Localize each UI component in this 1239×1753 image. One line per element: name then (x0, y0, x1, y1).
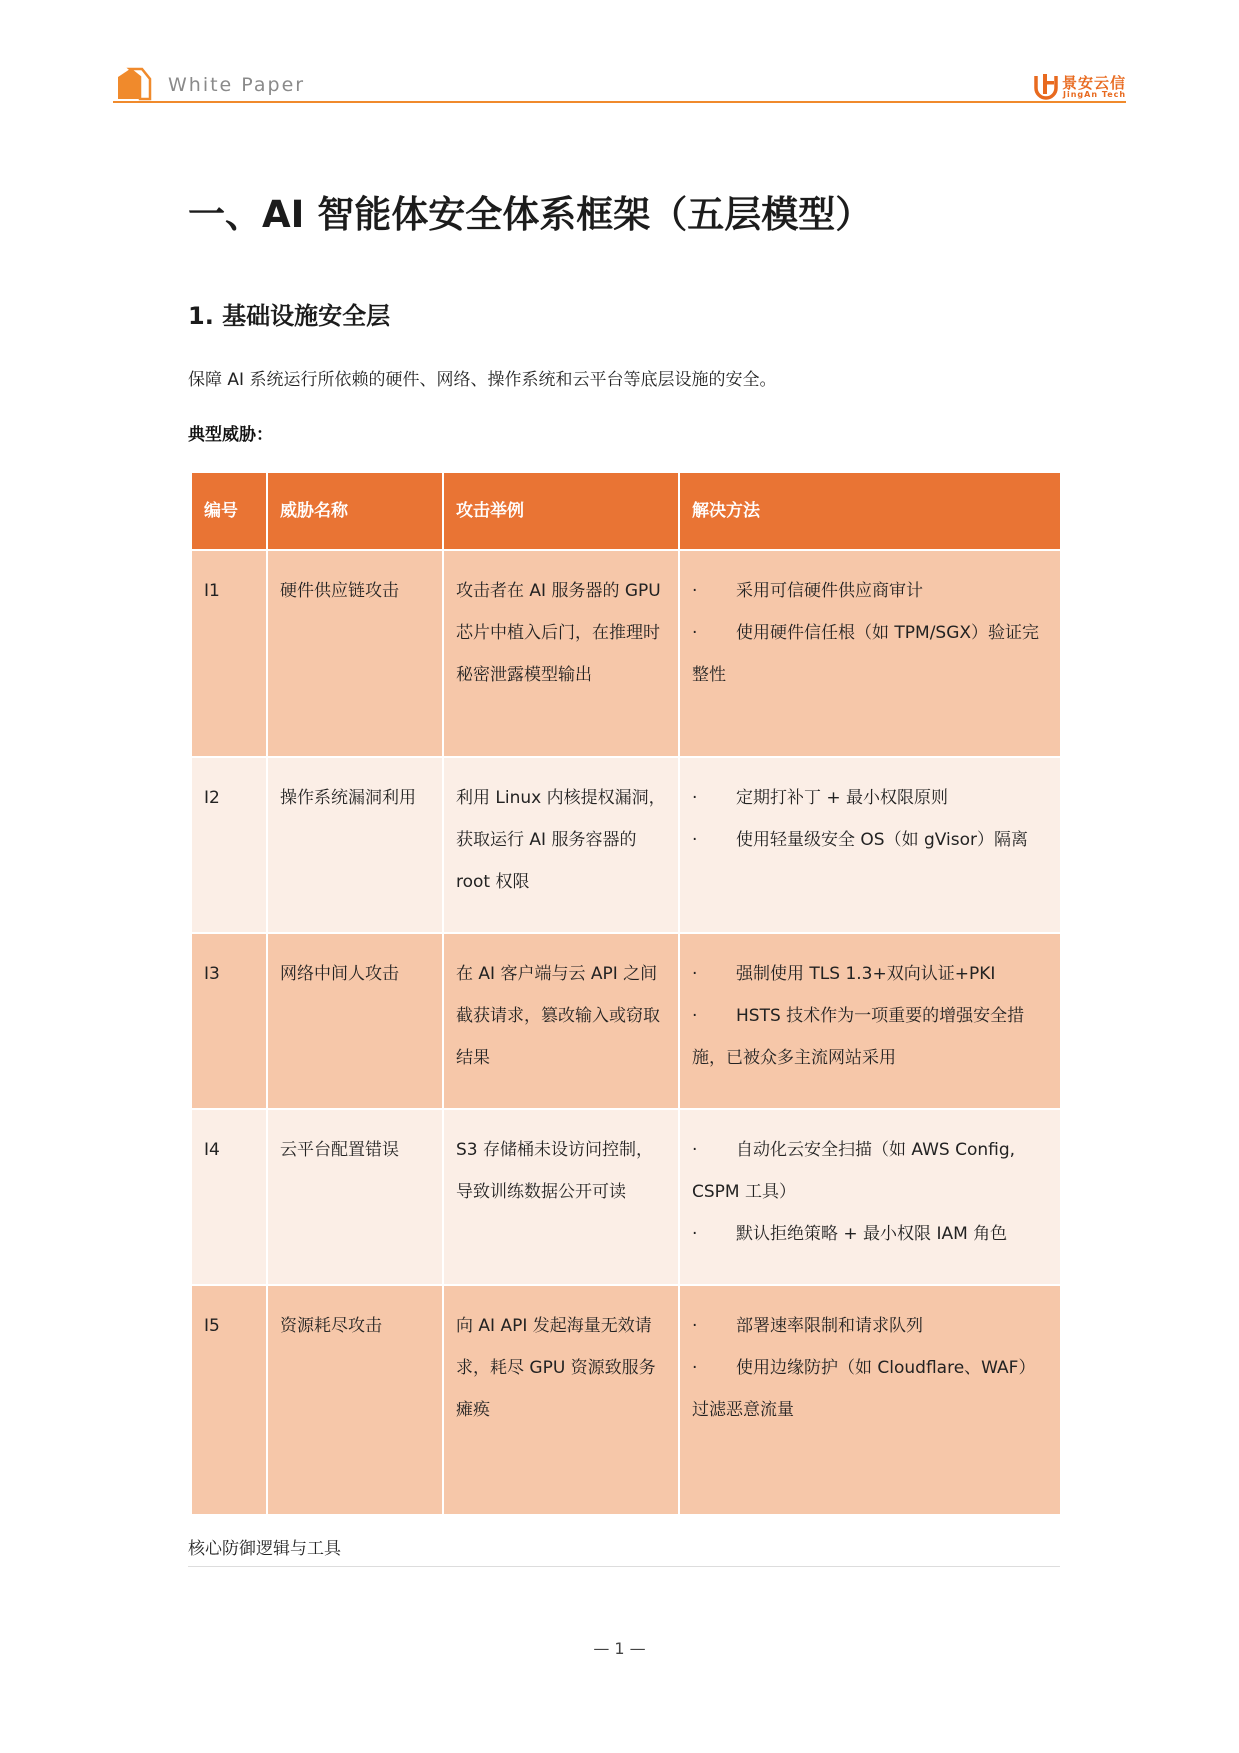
brand-mark-icon (1033, 72, 1059, 100)
table-row (191, 757, 1061, 933)
solution-item: · HSTS 技术作为一项重要的增强安全措施，已被众多主流网站采用 (692, 1006, 1025, 1068)
solution-item: · 定期打补丁 + 最小权限原则 (692, 788, 949, 808)
table-row (191, 1109, 1061, 1285)
solution-item: · 强制使用 TLS 1.3+双向认证+PKI (692, 964, 996, 984)
solution-item: · 采用可信硬件供应商审计 (692, 581, 923, 601)
threats-label: 典型威胁： (188, 425, 273, 445)
threat-example: 在 AI 客户端与云 API 之间截获请求，篡改输入或窃取结果 (443, 933, 679, 1109)
threat-example: 向 AI API 发起海量无效请求，耗尽 GPU 资源致服务瘫痪 (443, 1285, 679, 1515)
threat-solutions (679, 1109, 1061, 1285)
threat-id: I5 (191, 1285, 267, 1515)
threat-id: I1 (191, 550, 267, 757)
page-title: 一、AI 智能体安全体系框架（五层模型） (188, 193, 873, 236)
header-rule (113, 101, 1126, 103)
threat-example: 攻击者在 AI 服务器的 GPU 芯片中植入后门，在推理时秘密泄露模型输出 (443, 550, 679, 757)
solution-item: · 部署速率限制和请求队列 (692, 1316, 923, 1336)
brand-name-en: JingAn Tech (1063, 90, 1127, 99)
section-title: 1. 基础设施安全层 (188, 302, 391, 330)
threat-name: 操作系统漏洞利用 (267, 757, 443, 933)
solution-item: · 使用边缘防护（如 Cloudflare、WAF）过滤恶意流量 (692, 1358, 1036, 1420)
threat-solutions (679, 550, 1061, 757)
threat-id: I3 (191, 933, 267, 1109)
threat-name: 硬件供应链攻击 (267, 550, 443, 757)
intro-paragraph: 保障 AI 系统运行所依赖的硬件、网络、操作系统和云平台等底层设施的安全。 (188, 370, 777, 390)
threat-solutions (679, 933, 1061, 1109)
header-label: White Paper (168, 74, 306, 96)
table-row (191, 1285, 1061, 1515)
threat-name: 资源耗尽攻击 (267, 1285, 443, 1515)
column-header-solution: 解决方法 (679, 472, 1061, 550)
brand-name-cn: 景安云信 (1062, 74, 1127, 92)
threat-name: 网络中间人攻击 (267, 933, 443, 1109)
table-row (191, 933, 1061, 1109)
threat-example: S3 存储桶未设访问控制，导致训练数据公开可读 (443, 1109, 679, 1285)
white-paper-logo-icon (116, 67, 152, 101)
column-header-id: 编号 (191, 472, 267, 550)
threats-table (190, 471, 1062, 1516)
threat-example: 利用 Linux 内核提权漏洞，获取运行 AI 服务容器的 root 权限 (443, 757, 679, 933)
brand-logo (1033, 70, 1128, 100)
table-caption: 核心防御逻辑与工具 (188, 1539, 341, 1559)
solution-item: · 默认拒绝策略 + 最小权限 IAM 角色 (692, 1224, 1008, 1244)
solution-item: · 使用硬件信任根（如 TPM/SGX）验证完整性 (692, 623, 1040, 685)
table-header-row (191, 472, 1061, 550)
threat-id: I2 (191, 757, 267, 933)
threat-solutions (679, 757, 1061, 933)
column-header-name: 威胁名称 (267, 472, 443, 550)
solution-item: · 使用轻量级安全 OS（如 gVisor）隔离 (692, 830, 1028, 850)
caption-divider (188, 1566, 1060, 1567)
threat-solutions (679, 1285, 1061, 1515)
threat-id: I4 (191, 1109, 267, 1285)
column-header-example: 攻击举例 (443, 472, 679, 550)
page-number: — 1 — (593, 1639, 646, 1658)
table-row (191, 550, 1061, 757)
solution-item: · 自动化云安全扫描（如 AWS Config, CSPM 工具） (692, 1140, 1016, 1202)
threat-name: 云平台配置错误 (267, 1109, 443, 1285)
